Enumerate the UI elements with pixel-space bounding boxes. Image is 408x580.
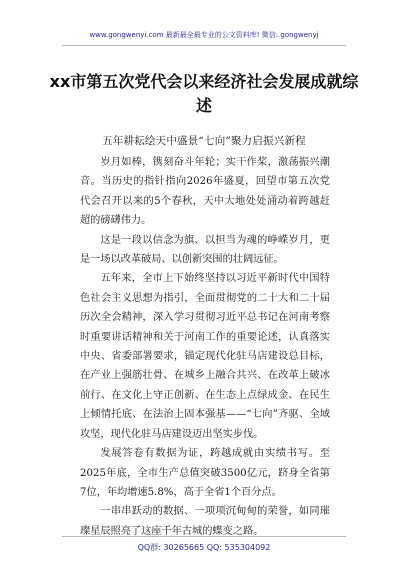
header-divider — [62, 45, 346, 46]
footer-divider — [62, 536, 346, 537]
document-body — [80, 153, 330, 541]
document-subtitle: 五年耕耘绘天中盛景“七向”聚力启振兴新程 — [102, 135, 306, 147]
paragraph: 一串串跃动的数据、一项项沉甸甸的荣誉，如同璀璨星辰照亮了这座千年古城的蝶变之路。 — [80, 506, 330, 537]
paragraph: 五年来，全市上下始终坚持以习近平新时代中国特色社会主义思想为指引，全面贯彻党的二十大和二十届历次全会精神，深入学习贯彻习近平总书记在河南考察时重要讲话精神和关于河南工作的重要论述，认真落实中央、省委部署要求，锚定现代化驻马店建设总目标，在产业上强筋壮骨、在城乡上融合共兴、在改革上破冰前行、在文化上守正创新、在生态上点绿成金、在民生上倾情托底、在法治上固本强基——“七向”齐驱、全域攻坚，现代化驻马店建设迈出坚实步伐。 — [80, 273, 330, 440]
page-header: www.gongwenyi.com 最新最全最专业的公文资料库! 微信: gongwenyj — [89, 31, 319, 39]
paragraph: 发展答卷有数据为证，跨越成就由实绩书写。至2025年底，全市生产总值突破3500亿元，跻身全省第7位，年均增速5.8%，高于全省1个百分点。 — [80, 448, 330, 498]
document-title: xx市第五次党代会以来经济社会发展成就综述 — [49, 72, 359, 115]
paragraph: 这是一段以信念为旗、以担当为魂的峥嵘岁月，更是一场以改革破局、以创新突围的壮阔远征。 — [80, 234, 330, 266]
page-footer: QQ群: 30265665 QQ: 535304092 — [137, 543, 271, 552]
paragraph: 岁月如棒，镌刻奋斗年轮；实干作桨，激荡振兴潮音。当历史的指针指向2026年盛夏，回望市第五次党代会召开以来的5个春秋，天中大地处处涌动着跨越赶超的磅礴伟力。 — [80, 157, 330, 227]
